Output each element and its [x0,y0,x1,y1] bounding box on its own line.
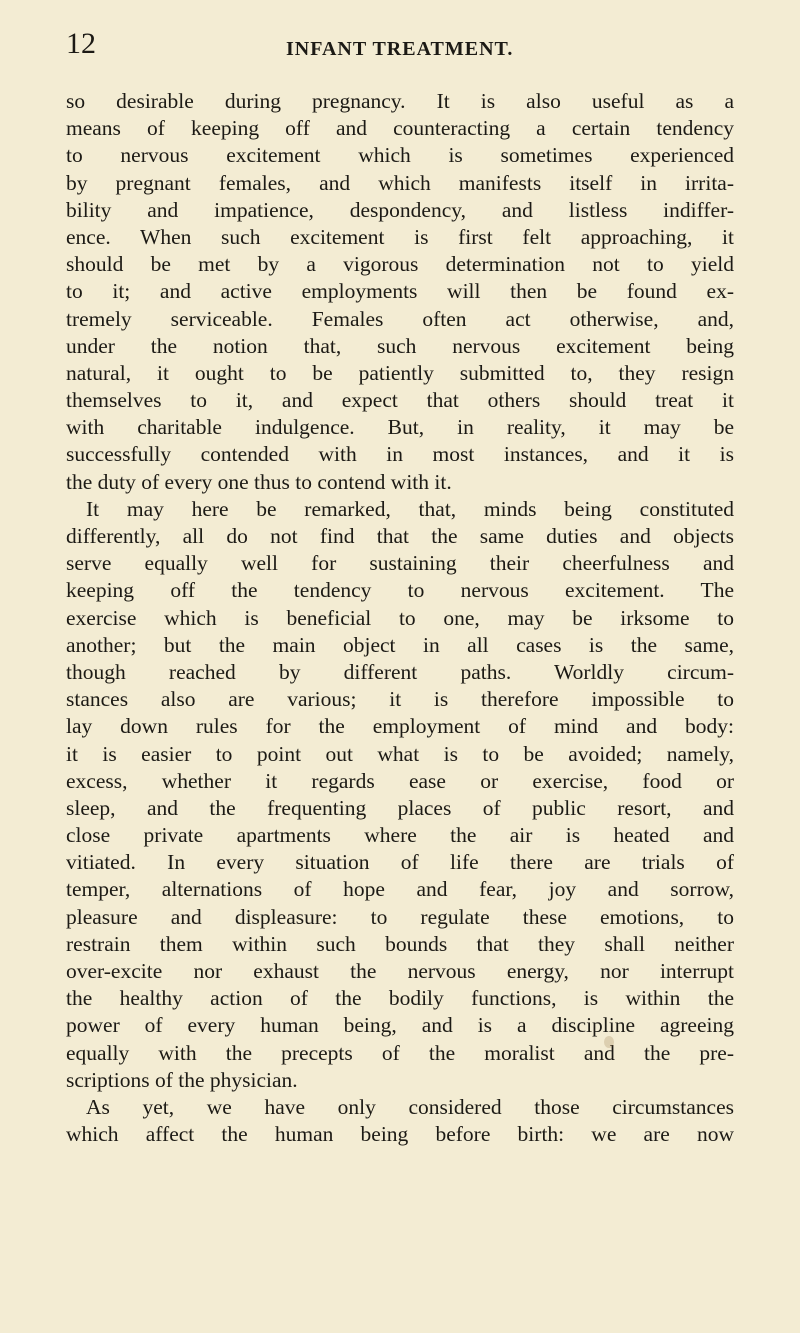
text-line: It may here be remarked, that, minds being constituted [86,496,734,521]
text-line: by pregnant females, and which manifests itself in irrita- [66,170,734,195]
text-line: the duty of every one thus to contend with it. [66,469,452,494]
text-line: serve equally well for sustaining their cheerfulness and [66,551,734,576]
text-line: lay down rules for the employment of mind and body: [66,714,734,739]
text-line: stances also are various; it is therefore impossible to [66,687,734,712]
text-line: ence. When such excitement is first felt approaching, it [66,224,734,249]
page-header [66,26,756,66]
text-line: successfully contended with in most instances, and it is [66,442,734,467]
paper-stain [604,1036,614,1048]
text-line: keeping off the tendency to nervous excitement. The [66,578,734,603]
text-line: tremely serviceable. Females often act otherwise, and, [66,306,734,331]
page-number: 12 [66,27,96,60]
text-line: pleasure and displeasure: to regulate these emotions, to [66,904,734,929]
text-line: to nervous excitement which is sometimes experienced [66,143,734,168]
text-line: which affect the human being before birth: we are now [66,1122,734,1147]
text-line: another; but the main object in all cases is the same, [66,632,734,657]
text-line: over-excite nor exhaust the nervous energy, nor interrupt [66,959,734,983]
text-line: sleep, and the frequenting places of public resort, and [66,795,734,820]
body-text [66,88,734,1148]
text-line: excess, whether it regards ease or exercise, food or [66,768,734,793]
text-line: equally with the precepts of the moralist and the pre- [66,1040,734,1065]
text-line: As yet, we have only considered those circumstances [86,1094,734,1119]
text-line: scriptions of the physician. [66,1067,298,1092]
text-line: themselves to it, and expect that others should treat it [66,388,734,413]
running-title: INFANT TREATMENT. [286,38,514,60]
text-line: exercise which is beneficial to one, may be irksome to [66,605,734,630]
text-line: temper, alternations of hope and fear, joy and sorrow, [66,877,734,902]
text-line: with charitable indulgence. But, in reality, it may be [66,415,734,440]
text-line: natural, it ought to be patiently submitted to, they resign [66,360,734,385]
text-line: vitiated. In every situation of life there are trials of [66,850,734,875]
text-line: to it; and active employments will then be found ex- [66,279,734,304]
text-line: it is easier to point out what is to be avoided; namely, [66,741,734,766]
text-line: bility and impatience, despondency, and listless indiffer- [66,197,734,222]
text-line: restrain them within such bounds that they shall neither [66,931,734,956]
text-line: under the notion that, such nervous excitement being [66,333,734,358]
text-line: means of keeping off and counteracting a certain tendency [66,116,734,141]
text-line: should be met by a vigorous determination not to yield [66,252,734,277]
text-line: so desirable during pregnancy. It is also useful as a [66,89,734,113]
text-line: close private apartments where the air is heated and [66,823,734,848]
text-line: though reached by different paths. Worldly circum- [66,659,734,684]
text-line: differently, all do not find that the same duties and objects [66,524,734,548]
text-line: the healthy action of the bodily functions, is within the [66,986,734,1011]
text-line: power of every human being, and is a discipline agreeing [66,1013,734,1038]
